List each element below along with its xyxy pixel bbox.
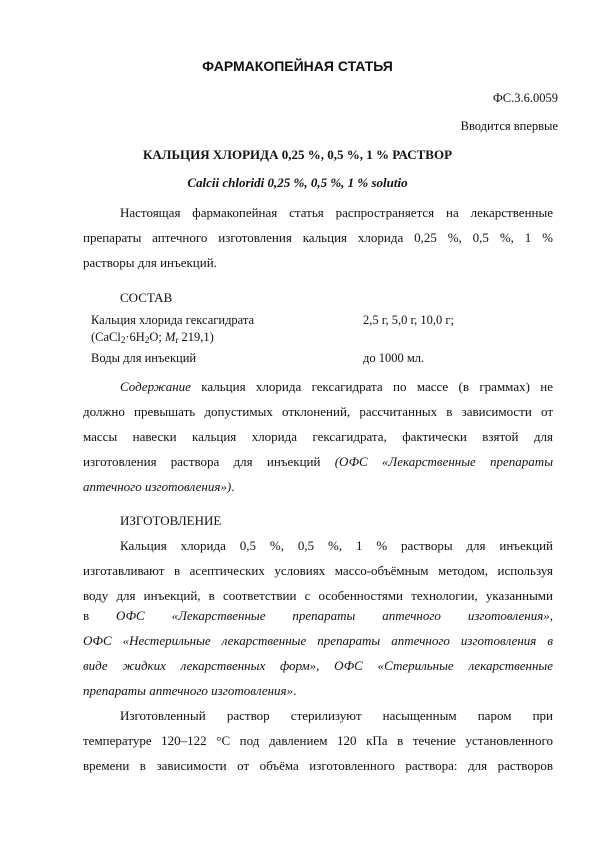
doc-type-heading: ФАРМАКОПЕЙНАЯ СТАТЬЯ <box>202 58 393 74</box>
article-title-latin: Calcii chloridi 0,25 %, 0,5 %, 1 % solutio <box>187 175 408 190</box>
sterilization-line-3: времени в зависимости от объёма изготовленного раствора: для растворов <box>83 758 553 773</box>
sterilization-line-2: температуре 120–122 °С под давлением 120 кПа в течение установленного <box>83 733 553 748</box>
content-line-2: должно превышать допустимых отклонений, рассчитанных в зависимости от <box>83 404 553 419</box>
manufacture-line-7: препараты аптечного изготовления». <box>83 683 297 698</box>
composition-item-2-amount: до 1000 мл. <box>363 351 425 365</box>
intro-line-2: препараты аптечного изготовления кальция хлорида 0,25 %, 0,5 %, 1 % <box>83 230 553 245</box>
composition-item-2-name: Воды для инъекций <box>91 351 197 365</box>
manufacture-line-5: ОФС «Нестерильные лекарственные препараты аптечного изготовления в <box>83 633 553 648</box>
doc-code: ФС.3.6.0059 <box>492 91 558 105</box>
manufacture-line-1: Кальция хлорида 0,5 %, 0,5 %, 1 % растворы для инъекций <box>120 538 553 553</box>
composition-heading: СОСТАВ <box>120 290 173 305</box>
manufacture-line-2: изготавливают в асептических условиях массо-объёмным методом, используя <box>83 563 553 578</box>
first-intro-note: Вводится впервые <box>460 119 558 133</box>
manufacture-heading: ИЗГОТОВЛЕНИЕ <box>120 513 222 528</box>
content-line-4: изготовления раствора для инъекций (ОФС «Лекарственные препараты <box>83 454 553 469</box>
composition-item-1-amount: 2,5 г, 5,0 г, 10,0 г; <box>363 313 455 327</box>
manufacture-line-4: в ОФС «Лекарственные препараты аптечного изготовления», <box>83 608 553 623</box>
intro-line-1: Настоящая фармакопейная статья распространяется на лекарственные <box>120 205 553 220</box>
manufacture-line-3: воду для инъекций, в соответствии с особенностями технологии, указанными <box>83 588 553 603</box>
content-line-1: Содержание кальция хлорида гексагидрата по массе (в граммах) не <box>120 379 553 394</box>
article-title: КАЛЬЦИЯ ХЛОРИДА 0,25 %, 0,5 %, 1 % РАСТВОР <box>142 147 453 162</box>
content-line-5: аптечного изготовления»). <box>83 479 235 494</box>
intro-line-3: растворы для инъекций. <box>83 255 217 270</box>
content-line-3: массы навески кальция хлорида гексагидрата, фактически взятой для <box>83 429 553 444</box>
composition-item-1-formula: ($CaCl_2\cdot 6H_2O$; $M_r$ 219,1) <box>91 330 214 345</box>
sterilization-line-1: Изготовленный раствор стерилизуют насыщенным паром при <box>120 708 553 723</box>
composition-item-1-name: Кальция хлорида гексагидрата <box>91 313 255 327</box>
manufacture-line-6: виде жидких лекарственных форм», ОФС «Стерильные лекарственные <box>83 658 553 673</box>
